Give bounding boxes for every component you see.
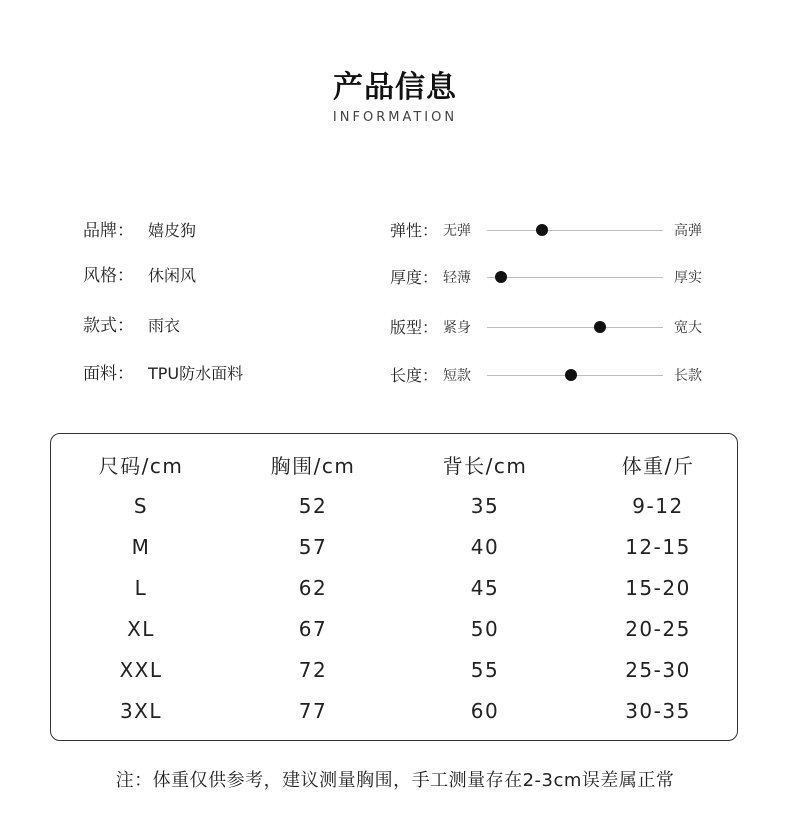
slider-fit bbox=[390, 316, 720, 340]
table-cell: 40 bbox=[470, 535, 500, 559]
table-row bbox=[51, 491, 737, 521]
attribute-value: 休闲风 bbox=[148, 266, 197, 285]
attribute-style bbox=[83, 264, 197, 288]
table-cell: 45 bbox=[470, 576, 500, 600]
table-row bbox=[51, 573, 737, 603]
slider-min-label: 紧身 bbox=[443, 320, 471, 336]
attribute-value: 嬉皮狗 bbox=[148, 221, 197, 240]
slider-max-label: 宽大 bbox=[674, 320, 702, 336]
table-header-cell: 胸围/cm bbox=[270, 454, 356, 478]
attribute-label: 品牌： bbox=[83, 221, 134, 241]
slider-track bbox=[487, 375, 663, 376]
table-cell: 77 bbox=[298, 699, 328, 723]
table-cell: XL bbox=[127, 617, 155, 641]
table-row bbox=[51, 614, 737, 644]
slider-min-label: 短款 bbox=[443, 368, 471, 384]
slider-label: 版型： bbox=[390, 318, 439, 337]
slider-thickness bbox=[390, 266, 720, 290]
table-cell: 35 bbox=[470, 494, 500, 518]
table-cell: 72 bbox=[298, 658, 328, 682]
table-header-cell: 体重/斤 bbox=[621, 454, 695, 478]
table-cell: 20-25 bbox=[625, 617, 691, 641]
page-subtitle: INFORMATION bbox=[332, 110, 458, 125]
table-cell: 55 bbox=[470, 658, 500, 682]
slider-max-label: 长款 bbox=[674, 368, 702, 384]
slider-elasticity bbox=[390, 219, 720, 243]
slider-thumb bbox=[536, 224, 548, 236]
slider-thumb bbox=[495, 271, 507, 283]
table-cell: 15-20 bbox=[625, 576, 691, 600]
slider-max-label: 厚实 bbox=[674, 270, 702, 286]
table-cell: 9-12 bbox=[632, 494, 684, 518]
table-cell: 57 bbox=[298, 535, 328, 559]
attribute-label: 风格： bbox=[83, 266, 134, 286]
attribute-brand bbox=[83, 219, 197, 243]
table-header-cell: 背长/cm bbox=[442, 454, 528, 478]
slider-label: 厚度： bbox=[390, 268, 439, 287]
attribute-label: 面料： bbox=[83, 364, 134, 384]
table-cell: XXL bbox=[119, 658, 163, 682]
table-cell: 52 bbox=[298, 494, 328, 518]
table-cell: 3XL bbox=[119, 699, 163, 723]
attribute-type bbox=[83, 314, 181, 338]
table-header-cell: 尺码/cm bbox=[98, 454, 184, 478]
slider-track bbox=[487, 327, 663, 328]
table-cell: L bbox=[134, 576, 148, 600]
attribute-value: TPU防水面料 bbox=[148, 364, 244, 383]
table-cell: 50 bbox=[470, 617, 500, 641]
table-cell: M bbox=[131, 535, 151, 559]
table-cell: 12-15 bbox=[625, 535, 691, 559]
table-cell: S bbox=[133, 494, 149, 518]
slider-min-label: 轻薄 bbox=[443, 270, 471, 286]
slider-max-label: 高弹 bbox=[674, 223, 702, 239]
attribute-fabric bbox=[83, 362, 244, 386]
table-row bbox=[51, 655, 737, 685]
slider-length bbox=[390, 364, 720, 388]
attribute-value: 雨衣 bbox=[148, 316, 181, 335]
slider-thumb bbox=[565, 369, 577, 381]
table-row bbox=[51, 696, 737, 726]
slider-thumb bbox=[594, 321, 606, 333]
page-title: 产品信息 bbox=[333, 70, 457, 105]
slider-label: 弹性： bbox=[390, 221, 439, 240]
table-row bbox=[51, 532, 737, 562]
slider-min-label: 无弹 bbox=[443, 223, 471, 239]
table-cell: 67 bbox=[298, 617, 328, 641]
table-cell: 60 bbox=[470, 699, 500, 723]
table-cell: 30-35 bbox=[625, 699, 691, 723]
slider-label: 长度： bbox=[390, 366, 439, 385]
footnote: 注：体重仅供参考，建议测量胸围，手工测量存在2-3cm误差属正常 bbox=[115, 770, 675, 791]
slider-track bbox=[487, 277, 663, 278]
table-cell: 62 bbox=[298, 576, 328, 600]
attribute-label: 款式： bbox=[83, 316, 134, 336]
table-header-row bbox=[51, 451, 737, 481]
table-cell: 25-30 bbox=[625, 658, 691, 682]
slider-track bbox=[487, 230, 663, 231]
size-table bbox=[50, 433, 738, 741]
